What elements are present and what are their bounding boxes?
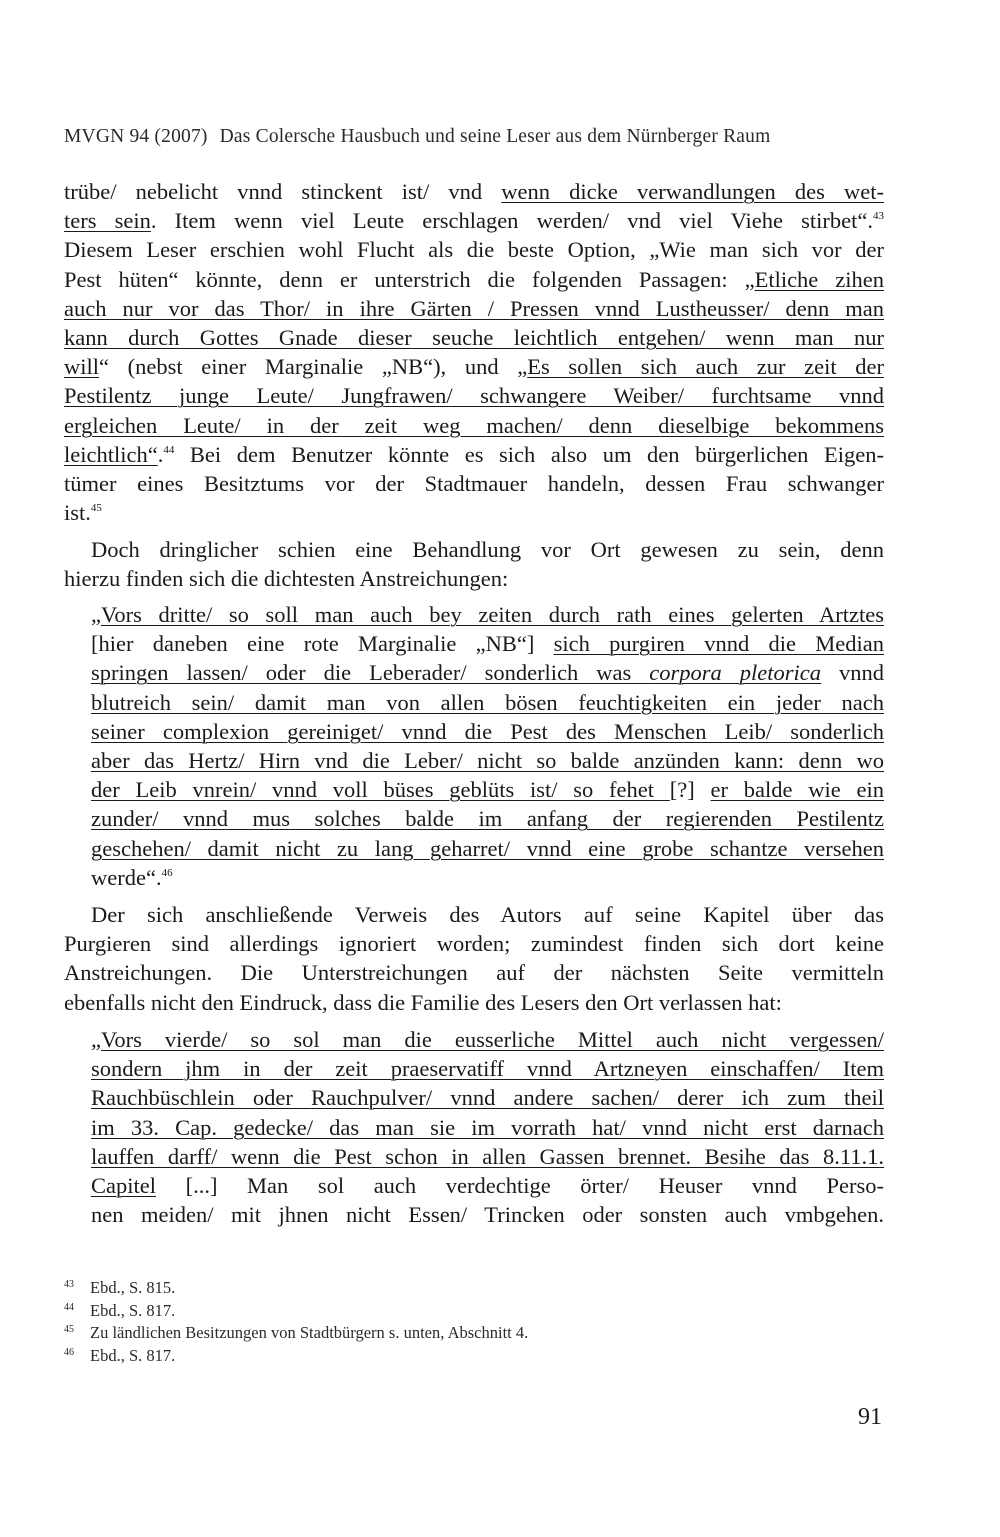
text-line: leichtlich“.$^{44}$ Bei dem Benutzer könnte es sich also um den bürgerlichen Eigen- [64,441,884,467]
text-line: Diesem Leser erschien wohl Flucht als die beste Option, „Wie man sich vor der [64,237,884,263]
text-line: tümer eines Besitztums vor der Stadtmauer handeln, dessen Frau schwanger [64,471,884,497]
text-line: trübe/ nebelicht vnnd stinckent ist/ vnd wenn dicke verwandlungen des wet- [64,179,884,204]
footnote-46: 46 Ebd., S. 817. [64,1345,176,1365]
text-line: Purgieren sind allerdings ignoriert worden; zumindest finden sich dort keine [64,931,884,957]
footnote-ref-44[interactable]: 44 [163,443,175,456]
block-quote-2 [91,1025,884,1229]
paragraph-3 [64,900,884,1017]
text-line: geschehen/ damit nicht zu lang geharret/ vnnd eine grobe schantze versehen [91,835,884,861]
footnote-43: 43 Ebd., S. 815. [64,1278,176,1297]
text-line: Anstreichungen. Die Unterstreichungen auf der nächsten Seite vermitteln [64,960,884,986]
text-line: auch nur vor das Thor/ in ihre Gärten / Pressen vnnd Lustheusser/ denn man [64,295,884,321]
text-line: Pest hüten“ könnte, denn er unterstrich die folgenden Passagen: „Etliche zihen [64,266,884,292]
block-quote-1 [91,600,884,892]
text-line: ergleichen Leute/ in der zeit weg machen/ denn dieselbige bekommens [64,412,884,438]
text-line: ebenfalls nicht den Eindruck, dass die Familie des Lesers den Ort verlassen hat: [64,989,782,1015]
paragraph-2 [64,535,884,593]
text-line: „Vors dritte/ so soll man auch bey zeiten durch rath eines gelerten Artztes [91,602,884,627]
text-line: lauffen darff/ wenn die Pest schon in allen Gassen brennet. Besihe das 8.11.1. [91,1143,884,1169]
text-line: blutreich sein/ damit man von allen bösen feuchtigkeiten ein jeder nach [91,689,884,715]
footnote-ref-46[interactable]: 46 [161,866,173,879]
text-line: Capitel [...] Man sol auch verdechtige örter/ Heuser vnnd Perso- [91,1173,884,1199]
running-header [64,126,884,148]
text-line: Rauchbüschlein oder Rauchpulver/ vnnd andere sachen/ derer ich zum theil [91,1085,884,1111]
footnote-44: 44 Ebd., S. 817. [64,1300,176,1320]
journal-reference: MVGN 94 (2007) [64,126,208,147]
text-line: [hier daneben eine rote Marginalie „NB“] sich purgiren vnnd die Median [91,631,884,657]
text-line: ters sein. Item wenn viel Leute erschlagen werden/ vnd viel Viehe stirbet“.$^{43}$ [64,208,884,234]
page-number: 91 [858,1404,882,1430]
text-line: der Leib vnrein/ vnnd voll büses geblüts ist/ so fehet [?] er balde wie ein [91,777,884,803]
text-line: ist.$^{45}$ [64,500,102,526]
text-line: Pestilentz junge Leute/ Jungfrawen/ schwangere Weiber/ furchtsame vnnd [64,383,884,409]
text-line: nen meiden/ mit jhnen nicht Essen/ Trincken oder sonsten auch vmbgehen. [91,1202,884,1228]
paragraph-1 [64,177,884,527]
footnote-ref-43[interactable]: 43 [872,210,884,223]
text-line: Der sich anschließende Verweis des Autors auf seine Kapitel über das [91,902,884,927]
footnote-ref-45[interactable]: 45 [90,502,102,515]
text-line: kann durch Gottes Gnade dieser seuche leichtlich entgehen/ wenn man nur [64,325,884,351]
text-line: zunder/ vnnd mus solches balde im anfang der regierenden Pestilentz [91,806,884,832]
footnote-45: 45 Zu ländlichen Besitzungen von Stadtbürgern s. unten, Abschnitt 4. [64,1323,529,1342]
text-line: will“ (nebst einer Marginalie „NB“), und „Es sollen sich auch zur zeit der [64,354,884,380]
text-line: im 33. Cap. gedecke/ das man sie im vorrath hat/ vnnd nicht erst darnach [91,1114,884,1140]
text-line: aber das Hertz/ Hirn vnd die Leber/ nicht so balde anzünden kann: denn wo [91,748,884,774]
running-title: Das Colersche Hausbuch und seine Leser aus dem Nürnberger Raum [219,126,771,147]
text-line: springen lassen/ oder die Leberader/ sonderlich was corpora pletorica vnnd [91,660,885,686]
text-line: hierzu finden sich die dichtesten Anstreichungen: [64,566,509,592]
text-line: „Vors vierde/ so sol man die eusserliche Mittel auch nicht vergessen/ [91,1027,884,1052]
text-line: werde“.$^{46}$ [91,864,173,890]
footnotes [64,1277,528,1367]
text-line: sondern jhm in der zeit praeservatiff vnnd Artzneyen einschaffen/ Item [91,1056,884,1082]
text-line: Doch dringlicher schien eine Behandlung vor Ort gewesen zu sein, denn [91,537,884,562]
text-line: seiner complexion gereiniget/ vnnd die Pest des Menschen Leib/ sonderlich [91,718,884,744]
